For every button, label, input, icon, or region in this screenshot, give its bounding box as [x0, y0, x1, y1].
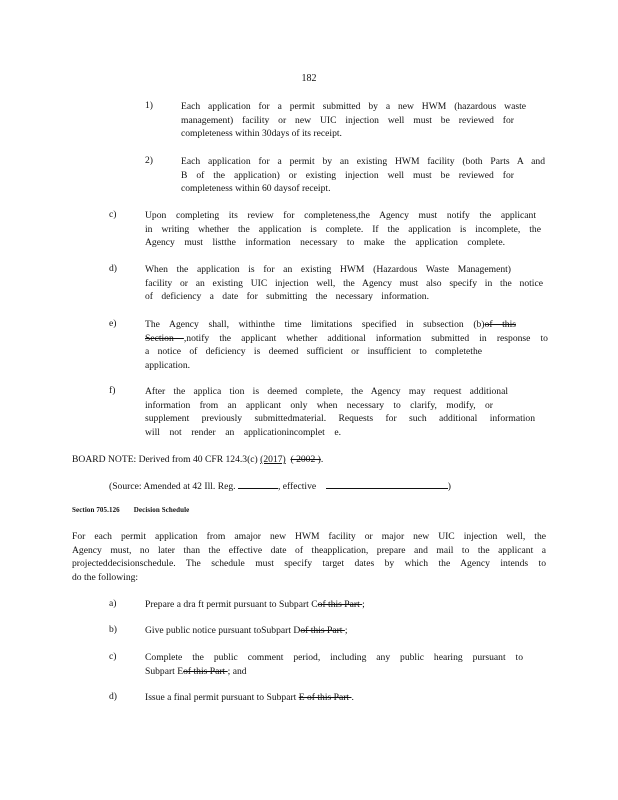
text-line: a notice of deficiency is deemed sufficient or insufficient to completethe	[145, 346, 482, 357]
item-label: b)	[109, 624, 117, 635]
struck-text: Section	[145, 332, 184, 344]
schedule-item-d: Issue a final permit pursuant to Subpart E of this Part .	[145, 692, 354, 703]
blank-line	[326, 479, 448, 489]
text-line: Subpart Eof this Part ; and	[145, 665, 247, 677]
text-line: Upon completing its review for completeness,the Agency must notify the applicant	[145, 210, 536, 221]
text-line: do the following:	[72, 571, 139, 583]
text-line: The Agency shall, withinthe time limitations specified in subsection (b)of this	[145, 319, 516, 330]
item-label: a)	[109, 598, 117, 609]
paragraph-1	[181, 100, 526, 141]
text-line: Agency must, no later than the effective date of theapplication, prepare and mail to the applicant a	[72, 544, 546, 556]
section-heading: Section 705.126 Decision Schedule	[72, 506, 190, 514]
text-line: Section ,notify the applicant whether additional information submitted in response to	[145, 332, 548, 344]
intro-paragraph	[72, 530, 546, 584]
text-line: When the application is for an existing HWM (Hazardous Waste Management)	[145, 264, 511, 275]
text-line: will not render an applicationincomplet e.	[145, 426, 341, 438]
text-line: After the applica tion is deemed complete, the Agency may request additional	[145, 386, 508, 397]
paragraph-d	[145, 263, 543, 304]
item-label: d)	[109, 263, 117, 274]
text-line: Complete the public comment period, including any public hearing pursuant to	[145, 652, 523, 663]
text-line: completeness within 60 daysof receipt.	[181, 183, 331, 194]
struck-text: ( 2002 )	[290, 454, 321, 465]
source-line: (Source: Amended at 42 Ill. Reg. , effective )	[109, 481, 451, 492]
struck-text: of this Part	[183, 665, 228, 677]
paragraph-c	[145, 209, 541, 250]
text-line: of deficiency a date for submitting the necessary information.	[145, 291, 429, 302]
schedule-item-c	[145, 651, 523, 678]
inserted-text: (2017)	[260, 454, 286, 465]
text-line: Agency must listthe information necessary to make the application complete.	[145, 237, 505, 248]
paragraph-e	[145, 318, 548, 372]
text-line: information from an applicant only when necessary to clarify, modify, or	[145, 399, 493, 411]
paragraph-2	[181, 155, 545, 196]
paragraph-f	[145, 385, 535, 439]
item-label: d)	[109, 691, 117, 702]
text-line: application.	[145, 359, 191, 371]
item-label: f)	[109, 385, 116, 396]
blank-line	[238, 479, 278, 489]
text-line: facility or an existing UIC injection well, the Agency must also specify in the notice	[145, 277, 543, 289]
text-line: projecteddecisionschedule. The schedule must specify target dates by which the Agency intends to	[72, 558, 546, 569]
struck-text: E of this Part	[298, 692, 352, 703]
item-label: c)	[109, 651, 117, 662]
text-line: completeness within 30days of its receipt.	[181, 128, 342, 139]
text-line: For each permit application from amajor new HWM facility or major new UIC injection well, the	[72, 531, 546, 542]
item-label: 2)	[145, 155, 153, 166]
page-number: 182	[301, 73, 317, 84]
struck-text: of this Part	[300, 625, 345, 636]
text-line: B of the application) or existing injection well must be reviewed for	[181, 169, 514, 181]
item-label: e)	[109, 318, 117, 329]
schedule-item-b: Give public notice pursuant toSubpart Dof this Part ;	[145, 625, 348, 636]
text-line: Each application for a permit by an existing HWM facility (both Parts A and	[181, 156, 545, 167]
text-line: management) facility or new UIC injection well must be reviewed for	[181, 114, 514, 126]
struck-text: of this	[484, 319, 516, 330]
item-label: 1)	[145, 100, 153, 111]
text-line: Each application for a permit submitted by a new HWM (hazardous waste	[181, 101, 526, 112]
item-label: c)	[109, 209, 117, 220]
schedule-item-a: Prepare a dra ft permit pursuant to Subpart Cof this Part ;	[145, 599, 365, 610]
text-line: in writing whether the application is complete. If the application is incomplete, the	[145, 223, 541, 235]
board-note: BOARD NOTE: Derived from 40 CFR 124.3(c) (2017) ( 2002 ).	[72, 454, 324, 465]
text-line: supplement previously submittedmaterial. Requests for such additional information	[145, 413, 535, 424]
struck-text: of this Part	[317, 599, 363, 610]
